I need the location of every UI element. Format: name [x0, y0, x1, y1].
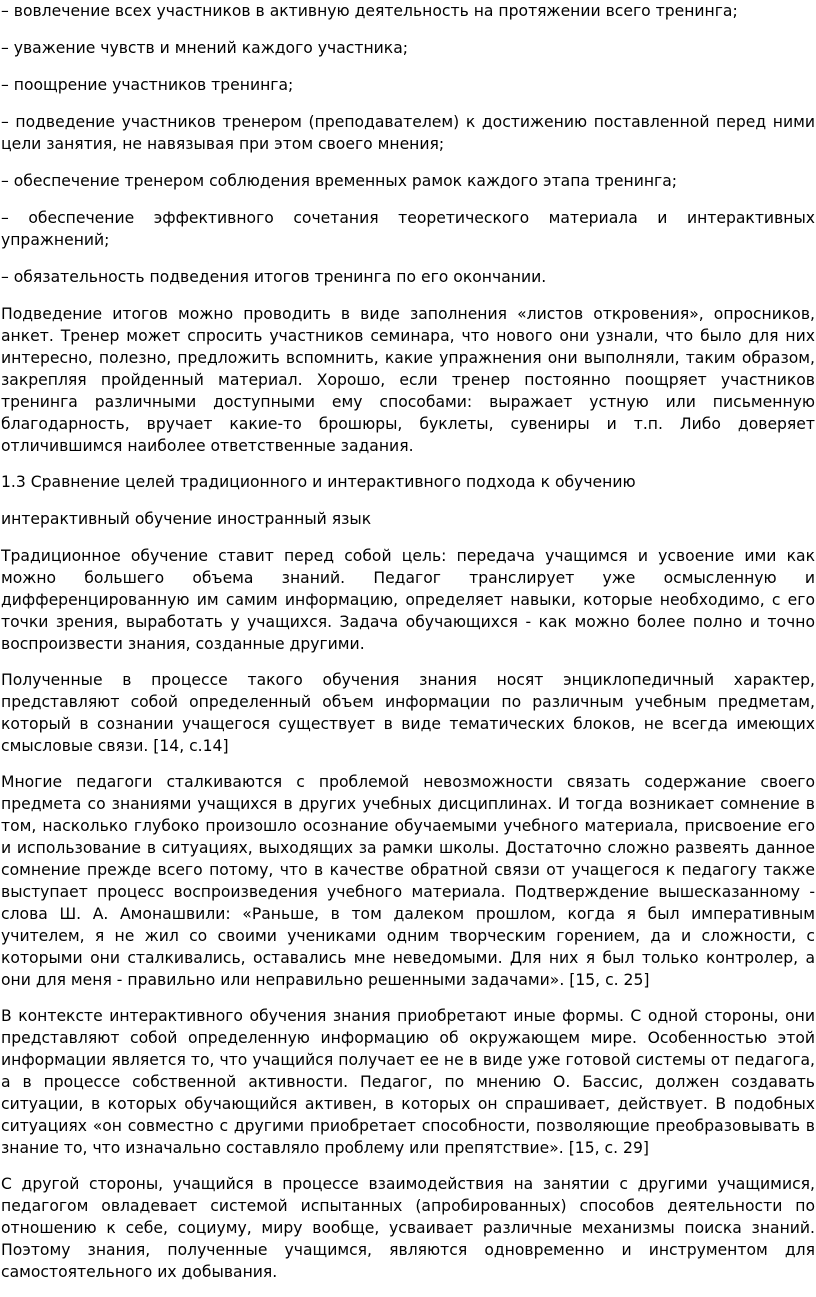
- paragraph-other-side: С другой стороны, учащийся в процессе взаимодействия на занятии с другими учащимися, педагогом овладевает системой испытанных (апробированных) способов деятельности по отношению к себе, социуму, миру вообще, усваивает различные механизмы поиска знаний. Поэтому знания, полученные учащимся, являются одновременно и инструментом для самостоятельного их добывания.: [1, 1175, 815, 1281]
- list-item: – уважение чувств и мнений каждого участника;: [1, 39, 408, 57]
- paragraph-summary: Подведение итогов можно проводить в виде заполнения «листов откровения», опросников, анкет. Тренер может спросить участников семинара, что нового они узнали, что было для них интересно, полезно, предложить вспомнить, какие упражнения они выполняли, таким образом, закрепляя пройденный материал. Хорошо, если тренер постоянно поощряет участников тренинга различными доступными ему способами: выражает устную или письменную благодарность, вручает какие-то брошюры, буклеты, сувениры и т.п. Либо доверяет отличившимся наиболее ответственные задания.: [1, 305, 815, 455]
- paragraph-traditional: Традиционное обучение ставит перед собой цель: передача учащимся и усвоение ими как можно большего объема знаний. Педагог транслирует уже осмысленную и дифференцированную им самим информацию, определяет навыки, которые необходимо, с его точки зрения, выработать у учащихся. Задача обучающихся - как можно более полно и точно воспроизвести знания, созданные другими.: [1, 547, 815, 653]
- list-item: – подведение участников тренером (преподавателем) к достижению поставленной перед ними цели занятия, не навязывая при этом своего мнения;: [1, 113, 815, 153]
- section-heading: 1.3 Сравнение целей традиционного и интерактивного подхода к обучению: [1, 473, 636, 491]
- paragraph-knowledge: Полученные в процессе такого обучения знания носят энциклопедичный характер, представляют собой определенный объем информации по различным учебным предметам, который в сознании учащегося существует в виде тематических блоков, не всегда имеющих смысловые связи. [14, с.14]: [1, 671, 815, 755]
- list-item: – вовлечение всех участников в активную деятельность на протяжении всего тренинга;: [1, 2, 738, 20]
- keywords-line: интерактивный обучение иностранный язык: [1, 510, 372, 528]
- paragraph-teachers: Многие педагоги сталкиваются с проблемой невозможности связать содержание своего предмета со знаниями учащихся в других учебных дисциплинах. И тогда возникает сомнение в том, насколько глубоко произошло осознание обучаемыми учебного материала, присвоение его и использование в ситуациях, выходящих за рамки школы. Достаточно сложно развеять данное сомнение прежде всего потому, что в качестве обратной связи от учащегося к педагогу также выступает процесс воспроизведения учебного материала. Подтверждение вышесказанному - слова Ш. А. Амонашвили: «Раньше, в том далеком прошлом, когда я был императивным учителем, я не жил со своими учениками одним творческим горением, да и сложности, с которыми они сталкивались, оставались мне неведомыми. Для них я был только контролер, а они для меня - правильно или неправильно решенными задачами». [15, с. 25]: [1, 773, 815, 989]
- paragraph-interactive: В контексте интерактивного обучения знания приобретают иные формы. С одной стороны, они представляют собой определенную информацию об окружающем мире. Особенностью этой информации является то, что учащийся получает ее не в виде уже готовой системы от педагога, а в процессе собственной активности. Педагог, по мнению О. Бассис, должен создавать ситуации, в которых обучающийся активен, в которых он спрашивает, действует. В подобных ситуациях «он совместно с другими приобретает способности, позволяющие преобразовывать в знание то, что изначально составляло проблему или препятствие». [15, с. 29]: [1, 1007, 815, 1157]
- list-item: – поощрение участников тренинга;: [1, 76, 294, 94]
- list-item: – обеспечение тренером соблюдения временных рамок каждого этапа тренинга;: [1, 172, 678, 190]
- list-item: – обязательность подведения итогов тренинга по его окончании.: [1, 268, 547, 286]
- list-item: – обеспечение эффективного сочетания теоретического материала и интерактивных упражнений;: [1, 209, 815, 249]
